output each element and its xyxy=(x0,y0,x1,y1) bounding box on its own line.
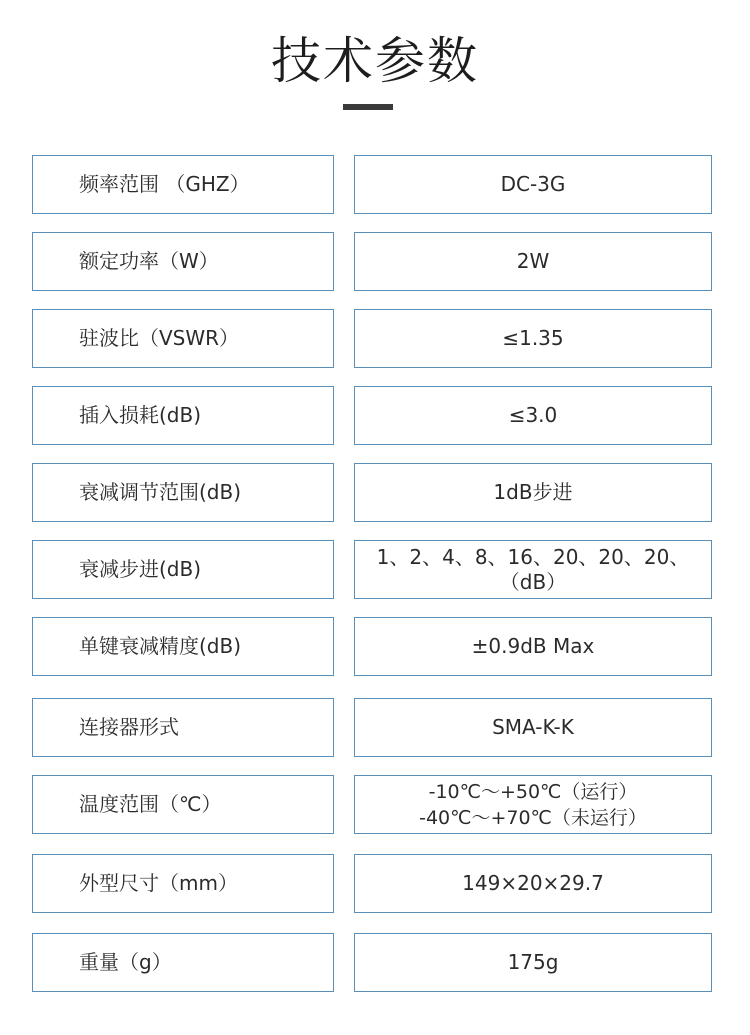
spec-label-connector: 连接器形式 xyxy=(32,698,334,757)
page-title: 技术参数 xyxy=(271,32,479,90)
spec-value-vswr: ≤1.35 xyxy=(354,309,712,368)
spec-value-weight: 175g xyxy=(354,933,712,992)
spec-value-frequency: DC-3G xyxy=(354,155,712,214)
spec-label-frequency: 频率范围 （GHZ） xyxy=(32,155,334,214)
spec-label-insertion-loss: 插入损耗(dB) xyxy=(32,386,334,445)
spec-label-rated-power: 额定功率（W） xyxy=(32,232,334,291)
spec-label-dimensions: 外型尺寸（mm） xyxy=(32,854,334,913)
temperature-operating: -10℃～+50℃（运行） xyxy=(428,780,638,803)
spec-value-attenuation-range: 1dB步进 xyxy=(354,463,712,522)
spec-label-attenuation-step: 衰减步进(dB) xyxy=(32,540,334,599)
spec-value-temperature xyxy=(354,775,712,834)
spec-value-connector: SMA-K-K xyxy=(354,698,712,757)
spec-value-rated-power: 2W xyxy=(354,232,712,291)
spec-label-temperature: 温度范围（℃） xyxy=(32,775,334,834)
temperature-storage: -40℃～+70℃（未运行） xyxy=(419,806,647,829)
spec-value-dimensions: 149×20×29.7 xyxy=(354,854,712,913)
spec-label-single-key-accuracy: 单键衰减精度(dB) xyxy=(32,617,334,676)
spec-value-attenuation-step: 1、2、4、8、16、20、20、20、（dB） xyxy=(354,540,712,599)
spec-value-insertion-loss: ≤3.0 xyxy=(354,386,712,445)
spec-label-vswr: 驻波比（VSWR） xyxy=(32,309,334,368)
spec-label-weight: 重量（g） xyxy=(32,933,334,992)
spec-label-attenuation-range: 衰减调节范围(dB) xyxy=(32,463,334,522)
spec-value-single-key-accuracy: ±0.9dB Max xyxy=(354,617,712,676)
